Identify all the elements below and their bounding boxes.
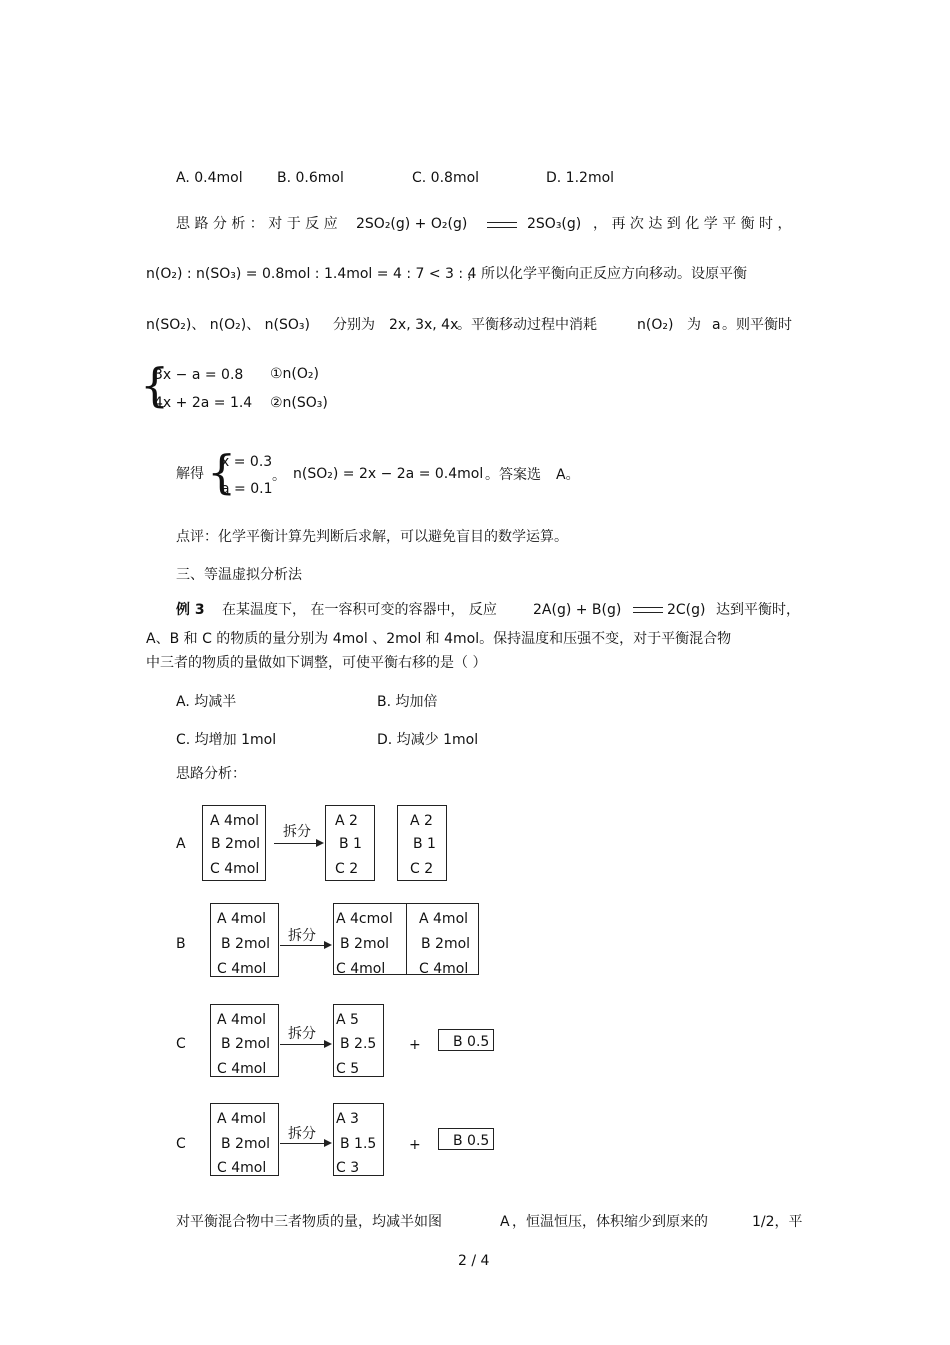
amounts-math4: a xyxy=(712,317,721,333)
example-text1: 在某温度下， 在一容积可变的容器中， 反应 xyxy=(222,602,497,618)
final-text1: 对平衡混合物中三者物质的量，均减半如图 xyxy=(176,1214,442,1230)
solve-dot: 。 xyxy=(272,468,286,484)
diagram-right-box: A 2 B 1 C 2 xyxy=(325,805,375,881)
option-b: B. 均加倍 xyxy=(377,694,438,710)
equilibrium-arrow-icon xyxy=(487,221,517,229)
brace-icon: { xyxy=(207,445,237,499)
amounts-text1: 分别为 xyxy=(333,317,375,333)
amounts-math3: n(O₂) xyxy=(637,317,674,333)
diagram-row-label: A xyxy=(176,836,186,852)
split-label: 拆分 xyxy=(283,824,311,840)
system1-eq2-tag: ②n(SO₃) xyxy=(270,395,328,411)
analysis-label: 思路分析： xyxy=(176,766,246,782)
amounts-text2: 。平衡移动过程中消耗 xyxy=(457,317,597,333)
split-label: 拆分 xyxy=(288,928,316,944)
option-d: D. 均减少 1mol xyxy=(377,732,479,748)
solve-result: n(SO₂) = 2x − 2a = 0.4mol xyxy=(293,466,484,482)
plus-sign: + xyxy=(409,1037,421,1053)
diagram-left-box: A 4mol B 2mol C 4mol xyxy=(210,1103,279,1176)
option-d: D. 1.2mol xyxy=(546,170,615,186)
brace-icon: { xyxy=(140,358,170,412)
split-label: 拆分 xyxy=(288,1126,316,1142)
diagram-right-box: A 4cmol B 2mol C 4mol xyxy=(333,903,407,975)
plus-sign: + xyxy=(409,1137,421,1153)
example-label: 例 3 xyxy=(176,602,205,618)
option-b: B. 0.6mol xyxy=(277,170,344,186)
arrow-right-icon xyxy=(280,1044,330,1045)
solve-choice: A。 xyxy=(556,467,580,483)
ratio-math: n(O₂) : n(SO₃) = 0.8mol : 1.4mol = 4 : 7 < 3 : 4 xyxy=(146,266,477,282)
option-c: C. 0.8mol xyxy=(412,170,480,186)
diagram-right-box: A 4mol B 2mol C 4mol xyxy=(406,903,479,975)
diagram-left-box: A 4mol B 2mol C 4mol xyxy=(210,1004,279,1077)
final-fig: A xyxy=(500,1214,510,1230)
section-title: 三、等温虚拟分析法 xyxy=(176,567,302,583)
diagram-right-box: A 5 B 2.5 C 5 xyxy=(333,1004,384,1077)
solve-eq2: a = 0.1 xyxy=(221,481,273,497)
comment: 点评：化学平衡计算先判断后求解，可以避免盲目的数学运算。 xyxy=(176,529,568,545)
solve-answer: 。答案选 xyxy=(485,467,541,483)
diagram-right-box: A 3 B 1.5 C 3 xyxy=(333,1103,384,1176)
final-text2: ，恒温恒压，体积缩少到原来的 xyxy=(512,1214,708,1230)
option-c: C. 均增加 1mol xyxy=(176,732,277,748)
diagram-row-label: C xyxy=(176,1036,186,1052)
analysis-suffix: ， 再 次 达 到 化 学 平 衡 时 ， xyxy=(593,216,792,232)
reaction-rhs: 2SO₃(g) xyxy=(527,216,582,232)
ratio-text: ，所以化学平衡向正反应方向移动。设原平衡 xyxy=(467,266,747,282)
amounts-math2: 2x, 3x, 4x xyxy=(389,317,459,333)
option-a: A. 均减半 xyxy=(176,694,237,710)
amounts-text3: 为 xyxy=(687,317,701,333)
option-a: A. 0.4mol xyxy=(176,170,243,186)
amounts-math: n(SO₂)、 n(O₂)、 n(SO₃) xyxy=(146,317,310,333)
solve-label: 解得 xyxy=(176,466,204,482)
diagram-left-box: A 4mol B 2mol C 4mol xyxy=(202,805,266,881)
diagram-right-box: A 2 B 1 C 2 xyxy=(397,805,447,881)
system1-eq2: 4x + 2a = 1.4 xyxy=(154,395,253,411)
example-line2: A、B 和 C 的物质的量分别为 4mol 、2mol 和 4mol。保持温度和压强不变，对于平衡混合物 xyxy=(146,631,732,647)
final-frac: 1/2，平 xyxy=(752,1214,803,1230)
amounts-text4: 。则平衡时 xyxy=(722,317,792,333)
diagram-extra-box: B 0.5 xyxy=(438,1128,494,1150)
example-reaction-rhs: 2C(g) xyxy=(667,602,706,618)
system1-eq1-tag: ①n(O₂) xyxy=(270,366,319,382)
equilibrium-arrow-icon xyxy=(633,606,663,614)
reaction-lhs: 2SO₂(g) + O₂(g) xyxy=(356,216,468,232)
arrow-right-icon xyxy=(274,843,322,844)
system1-eq1: 3x − a = 0.8 xyxy=(154,367,244,383)
diagram-row-label: B xyxy=(176,936,186,952)
example-text2: 达到平衡时， xyxy=(716,602,800,618)
analysis-prefix: 思 路 分 析 ： 对 于 反 应 xyxy=(176,216,338,232)
diagram-row-label: C xyxy=(176,1136,186,1152)
solve-eq1: x = 0.3 xyxy=(221,454,273,470)
example-line3: 中三者的物质的量做如下调整，可使平衡右移的是（ ） xyxy=(146,655,487,671)
page-number: 2 / 4 xyxy=(458,1253,490,1269)
diagram-extra-box: B 0.5 xyxy=(438,1029,494,1051)
arrow-right-icon xyxy=(280,1143,330,1144)
diagram-left-box: A 4mol B 2mol C 4mol xyxy=(210,903,279,977)
arrow-right-icon xyxy=(280,945,330,946)
example-reaction-lhs: 2A(g) + B(g) xyxy=(533,602,622,618)
split-label: 拆分 xyxy=(288,1026,316,1042)
